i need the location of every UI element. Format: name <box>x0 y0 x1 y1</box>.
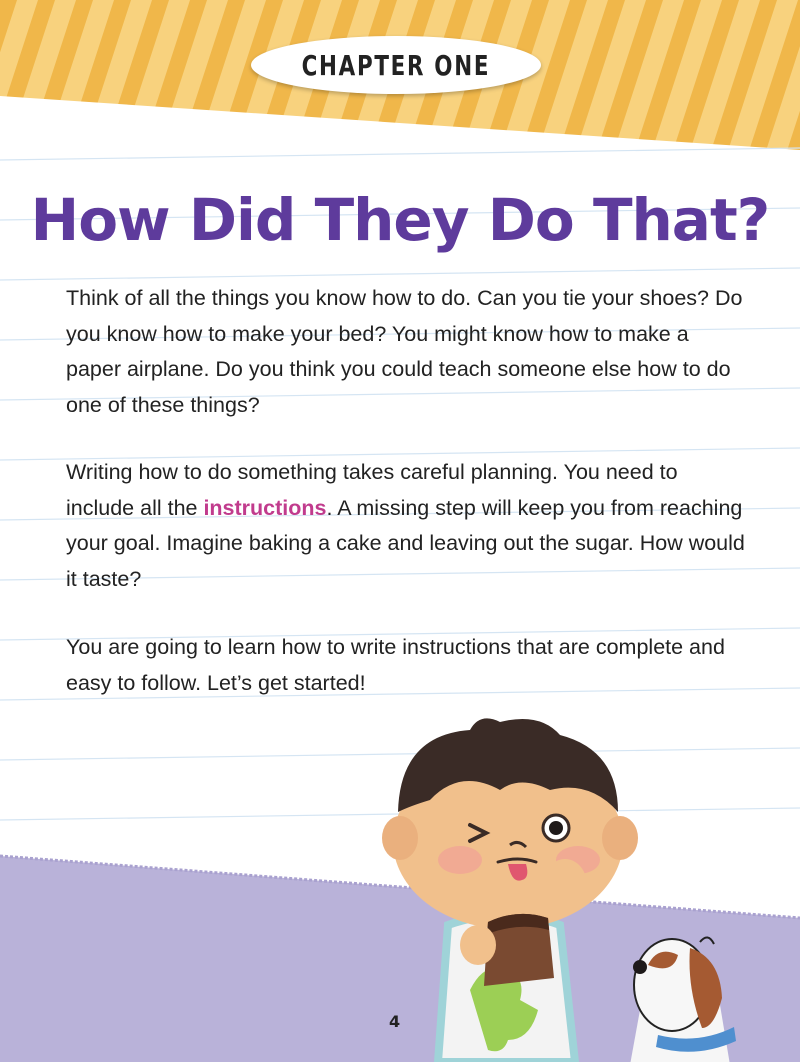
chapter-label: CHAPTER ONE <box>301 48 491 82</box>
dog-illustration <box>630 937 736 1062</box>
page-number: 4 <box>389 1012 401 1031</box>
glossary-keyword[interactable]: instructions <box>203 495 327 520</box>
body-paragraph-3: You are going to learn how to write instructions that are complete and easy to follow. Let’s get started! <box>66 635 725 695</box>
paragraph-2-text-start: Writing how to do something takes careful planning. You need to include all the <box>66 460 678 520</box>
body-paragraph-1: Think of all the things you know how to do. Can you tie your shoes? Do you know how to make your bed? You might know how to make a paper airplane. Do you think you could teach someone else how to do one of these things? <box>66 286 743 417</box>
paragraph-2-text-end: . A missing step will keep you from reaching your goal. Imagine baking a cake and leaving out the sugar. How would it taste? <box>66 495 745 591</box>
boy-illustration <box>382 718 638 1062</box>
page-title: How Did They Do That? <box>30 186 770 254</box>
